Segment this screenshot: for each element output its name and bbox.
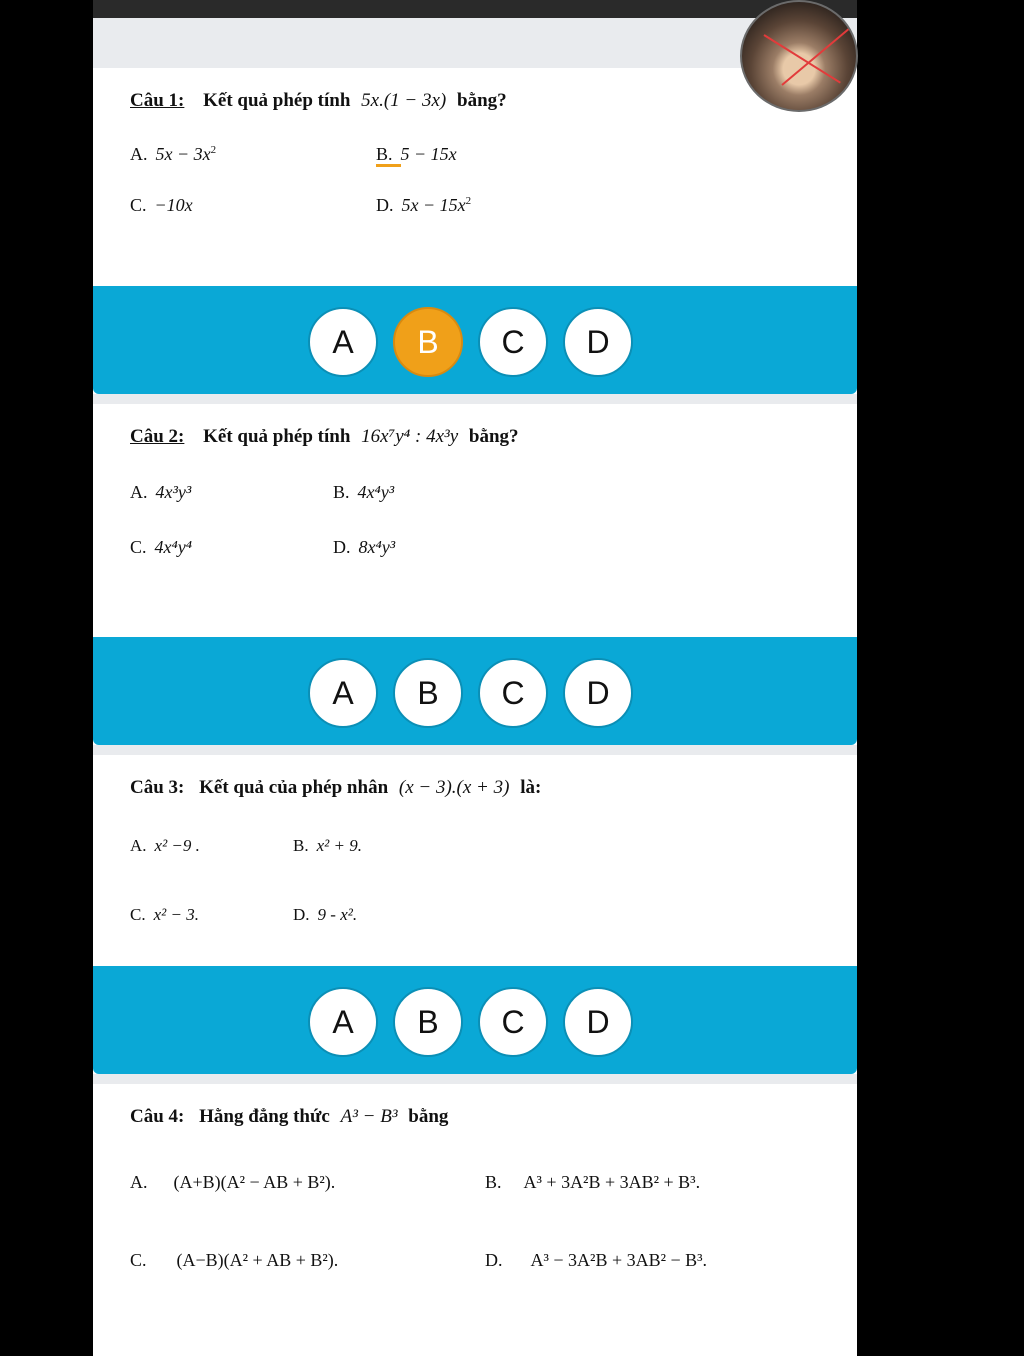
question-2-title: [130, 426, 519, 448]
option-text: 4x³y³: [155, 482, 192, 502]
option-c: [130, 537, 192, 558]
answer-button-b[interactable]: B: [393, 987, 463, 1057]
option-text: x² −9 .: [154, 836, 200, 855]
option-a: [130, 836, 200, 856]
divider: [93, 394, 857, 404]
question-number: Câu 3:: [130, 777, 185, 798]
option-text: 5x − 3x: [155, 144, 211, 164]
question-expression: 16x⁷y⁴ : 4x³y: [361, 426, 459, 447]
answer-button-a[interactable]: A: [308, 658, 378, 728]
option-letter: A.: [130, 836, 147, 855]
option-d: [485, 1250, 707, 1271]
option-letter: A.: [130, 144, 148, 164]
answer-button-b[interactable]: B: [393, 307, 463, 377]
question-suffix: bằng?: [468, 426, 519, 447]
question-4-title: [130, 1106, 448, 1128]
option-exponent: 2: [210, 144, 217, 156]
answer-button-c[interactable]: C: [478, 307, 548, 377]
answer-button-c[interactable]: C: [478, 987, 548, 1057]
option-d: [376, 195, 471, 216]
option-letter: C.: [130, 1250, 147, 1270]
option-c: [130, 905, 199, 925]
answer-button-d[interactable]: D: [563, 658, 633, 728]
answer-bar-3: [93, 966, 857, 1074]
question-prefix: Kết quả của phép nhân: [199, 777, 389, 798]
answer-button-a[interactable]: A: [308, 307, 378, 377]
question-prefix: Hằng đẳng thức: [199, 1106, 330, 1127]
answer-button-b[interactable]: B: [393, 658, 463, 728]
question-suffix: là:: [520, 777, 542, 798]
option-letter: B.: [333, 482, 350, 502]
question-suffix: bằng: [408, 1106, 449, 1127]
answer-button-d[interactable]: D: [563, 307, 633, 377]
option-text: 8x⁴y³: [358, 537, 396, 557]
question-1-title: [130, 90, 507, 112]
drawn-line: [763, 34, 840, 83]
question-prefix: Kết quả phép tính: [203, 426, 351, 447]
option-b: [333, 482, 394, 503]
question-prefix: Kết quả phép tính: [203, 90, 351, 111]
top-bar: [93, 0, 857, 18]
question-suffix: bằng?: [457, 90, 507, 111]
option-text: (A−B)(A² + AB + B²).: [176, 1250, 339, 1270]
option-text: −10x: [154, 195, 193, 215]
answer-button-c[interactable]: C: [478, 658, 548, 728]
option-letter: D.: [485, 1250, 503, 1270]
option-text: (A+B)(A² − AB + B²).: [173, 1172, 336, 1192]
option-text: 4x⁴y⁴: [154, 537, 193, 557]
option-letter: A.: [130, 1172, 148, 1192]
divider: [93, 1074, 857, 1084]
option-text: x² + 9.: [316, 836, 362, 855]
option-a: [130, 482, 191, 503]
answer-bar-2: [93, 637, 857, 745]
option-letter: A.: [130, 482, 148, 502]
option-letter: D.: [376, 195, 394, 215]
answer-bar-1: [93, 286, 857, 394]
option-c: [130, 1250, 338, 1271]
question-expression: (x − 3).(x + 3): [398, 777, 510, 798]
option-a: [130, 144, 216, 165]
option-letter: C.: [130, 537, 147, 557]
drawn-line: [781, 26, 851, 85]
option-letter: B.: [293, 836, 309, 855]
option-letter: C.: [130, 195, 147, 215]
option-d: [293, 905, 357, 925]
option-a: [130, 1172, 335, 1193]
option-text: A³ − 3A²B + 3AB² − B³.: [530, 1250, 708, 1270]
option-text: 4x⁴y³: [357, 482, 395, 502]
option-b: [376, 144, 457, 165]
option-text: 5 − 15x: [400, 144, 457, 164]
quiz-page: [93, 18, 857, 1356]
option-text: x² − 3.: [153, 905, 199, 924]
option-letter: C.: [130, 905, 146, 924]
question-number: Câu 2:: [130, 426, 185, 447]
option-letter: B.: [485, 1172, 502, 1192]
divider: [93, 745, 857, 755]
option-text: A³ + 3A²B + 3AB² + B³.: [523, 1172, 701, 1192]
option-b: [293, 836, 362, 856]
question-number: Câu 1:: [130, 90, 185, 111]
option-text: 5x − 15x: [401, 195, 466, 215]
option-c: [130, 195, 193, 216]
selected-underline: [376, 164, 401, 167]
option-letter: D.: [333, 537, 351, 557]
question-expression: A³ − B³: [340, 1106, 398, 1127]
option-b: [485, 1172, 700, 1193]
question-expression: 5x.(1 − 3x): [361, 90, 447, 111]
question-3-title: [130, 777, 541, 799]
answer-button-d[interactable]: D: [563, 987, 633, 1057]
option-d: [333, 537, 395, 558]
option-text: 9 - x².: [317, 905, 358, 924]
answer-button-a[interactable]: A: [308, 987, 378, 1057]
question-number: Câu 4:: [130, 1106, 185, 1127]
option-exponent: 2: [465, 195, 472, 207]
option-letter: B.: [376, 144, 393, 164]
profile-photo-avatar[interactable]: [740, 0, 858, 112]
option-letter: D.: [293, 905, 310, 924]
